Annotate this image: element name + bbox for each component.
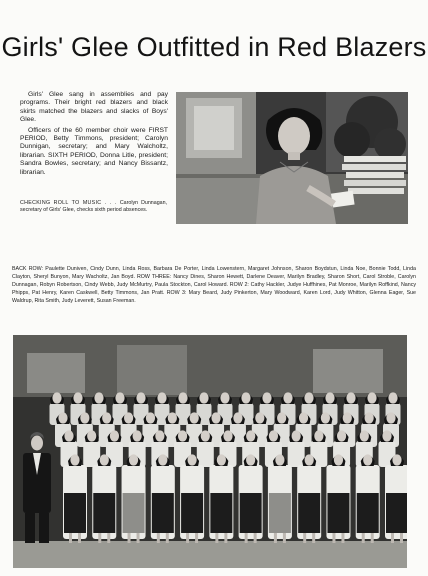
caption-text: Carolyn Dunnagan, secretary of Girls' Glee, checks sixth period absences. [20,200,167,214]
intro-paragraph-1: Girls' Glee sang in assemblies and pay programs. Their bright red blazers and black skirts matched the blazers and slacks of Boys' Glee. [20,91,168,124]
secretary-photo [176,92,408,224]
choir-member [180,454,204,543]
caption-lead: CHECKING ROLL TO MUSIC . . . [20,200,120,206]
choir-member [268,454,292,543]
choir-member [92,454,116,543]
choir-member [122,454,146,543]
choir-member [326,454,350,543]
member-roster: BACK ROW: Paulette Duniven, Cindy Dunn, Linda Ross, Barbara De Porter, Linda Lowenstern, Margaret Johnson, Sharon Boydstun, Linda Noe, Bonnie Todd, Linda Clayton, Sheryl Bunyon, Mary Wacholtz, Jan Boyd. ROW THREE: Nancy Dines, Sharon Hewett, Darlene Deaver, Marilyn Bradley, Sharon Short, Carol Stroble, Carolyn Dunnagan, Robyn Robertson, Cindy Webb, Judy McMurtry, Paula Stockton, Carol Howard. ROW 2: Cathy Hackler, Judye Huffhines, Pat Monroe, Marilyn Roffkind, Nancy Phipps, Pat Henry, Karen Caskwell, Betty Timmons, Jan Pratt. ROW 3: Mary Beard, Judy Pinkerton, Mary Woodward, Karen Lord, Judy Whitton, Glenna Eager, Sue Waldrup, Rita Smith, Judy Leverett, Susan Freeman. [12,266,416,304]
choir-member [209,454,233,543]
choir-member [356,454,380,543]
choir-member [63,454,87,543]
secretary-photo-illustration [176,92,408,224]
choir-member [288,430,305,467]
choir-member [197,430,214,467]
group-photo-illustration [13,335,407,568]
page-title: Girls' Glee Outfitted in Red Blazers [1,32,427,62]
choir-member [297,454,321,543]
choir-member [239,454,263,543]
group-photo [13,335,407,568]
photo-caption-top [20,200,167,214]
intro-paragraph-2: Officers of the 60 member choir were FIRST PERIOD, Betty Timmons, president; Carolyn Dunnigan, secretary; and Mary Walcholtz, librarian. SIXTH PERIOD, Donna Litle, president; Sandra Bowles, secretary; and Nancy Bissantz, librarian. [20,126,168,176]
intro-text [20,91,168,179]
choir-member [385,454,407,543]
choir-member [151,454,175,543]
